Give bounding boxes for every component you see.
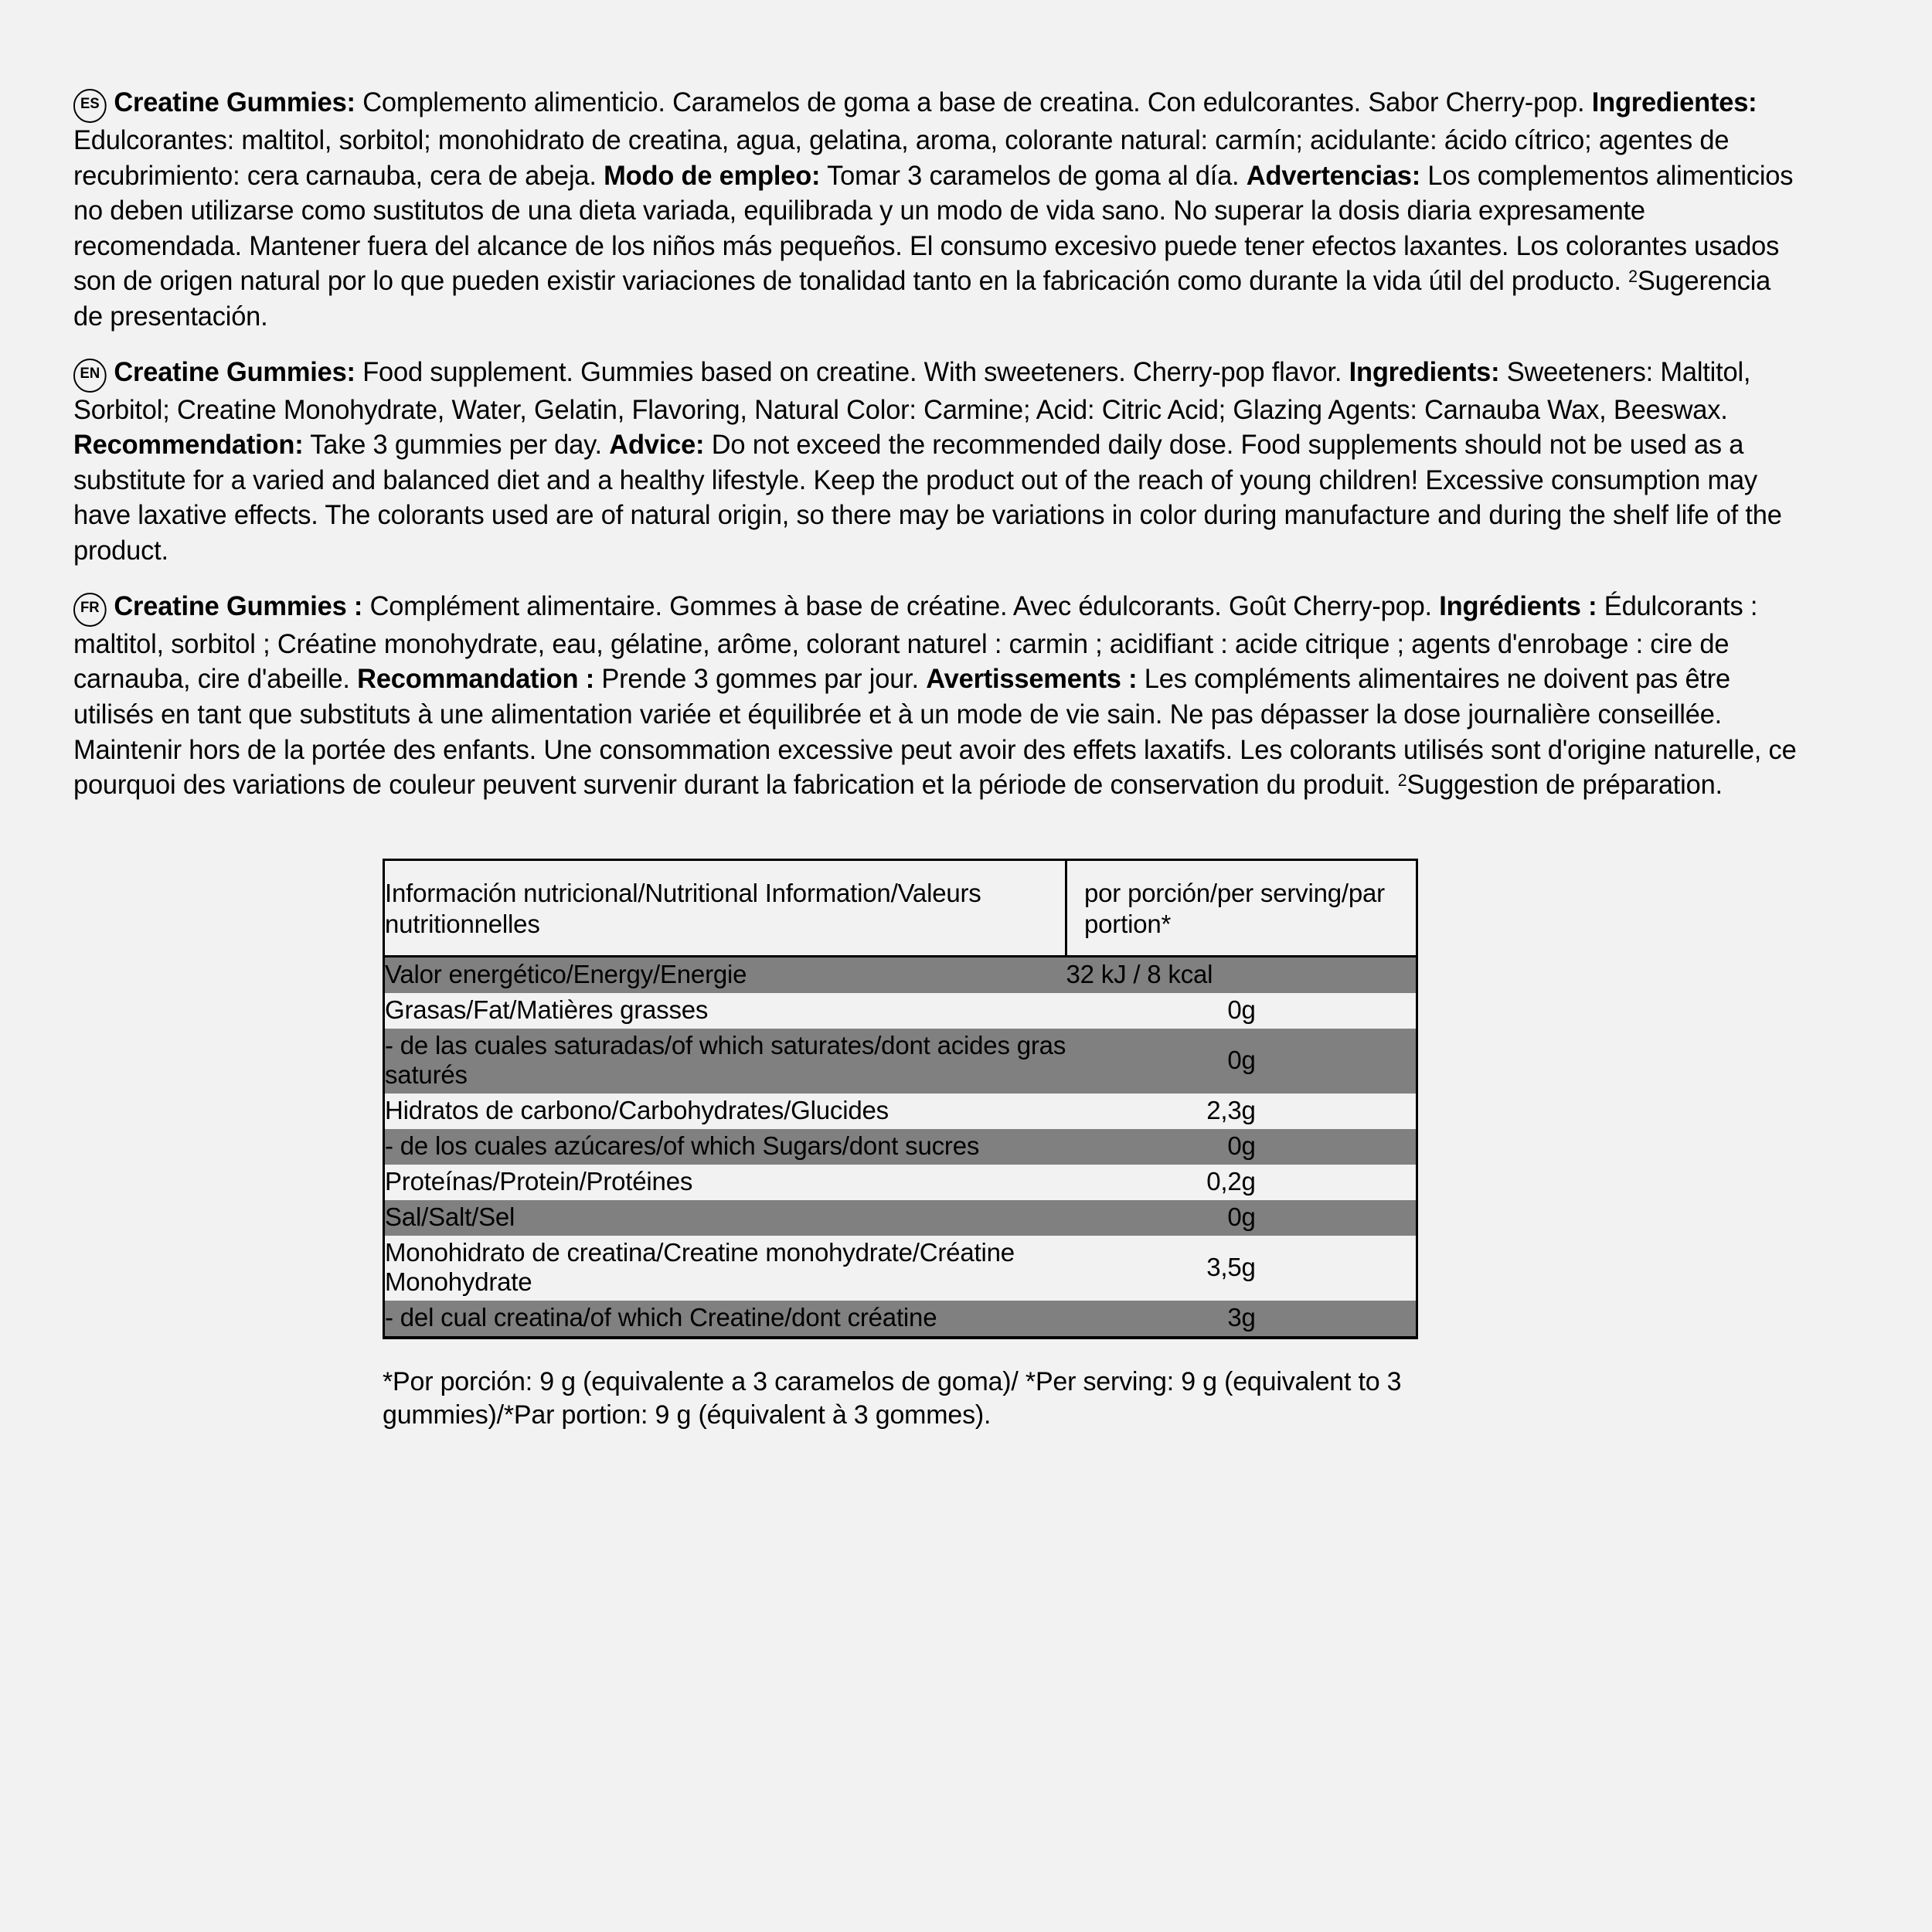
text-segment-heading: Avertissements : — [926, 663, 1138, 695]
table-row — [384, 1200, 1417, 1236]
table-header-left: Información nutricional/Nutritional Information/Valeurs nutritionnelles — [385, 878, 981, 938]
table-row — [384, 1094, 1417, 1129]
nutrient-value: 0 — [1066, 1129, 1242, 1165]
text-segment-heading: Ingrédients : — [1439, 590, 1597, 621]
text-segment: Édulcorants : maltitol, sorbitol ; Créatine monohydrate, eau, gélatine, arôme, colorant naturel : carmin ; acidifiant : acide citrique ; agents d'enrobage : cire de carnauba, cire d'abeille. — [73, 590, 1758, 695]
nutrient-value: 32 kJ / 8 kcal — [1066, 957, 1417, 994]
text-segment-heading: Advertencias: — [1246, 159, 1421, 191]
table-header-row — [384, 859, 1417, 957]
language-badge-en: EN — [73, 359, 107, 393]
text-segment-heading: Creatine Gummies: — [114, 87, 355, 117]
text-segment-heading: Ingredients: — [1349, 355, 1500, 387]
nutrient-label: Proteínas/Protein/Protéines — [384, 1165, 1066, 1200]
nutrient-label: Grasas/Fat/Matières grasses — [384, 993, 1066, 1029]
nutrient-value: 0 — [1066, 1029, 1242, 1094]
text-segment-heading: Advice: — [609, 429, 705, 461]
nutrient-unit: g — [1242, 1236, 1417, 1301]
nutrient-label: - de los cuales azúcares/of which Sugars/dont sucres — [384, 1129, 1066, 1165]
nutrient-value: 2,3 — [1066, 1094, 1242, 1129]
text-segment: Do not exceed the recommended daily dose. Food supplements should not be used as a substitute for a varied and balanced diet and a healthy lifestyle. Keep the product out of the reach of young children! Excessive consumption may have laxative effects. The colorants used are of natural origin, so there may be variations in color during manufacture and during the shelf life of the product. — [73, 429, 1782, 566]
nutrient-unit: g — [1242, 1094, 1417, 1129]
nutrient-value: 0 — [1066, 993, 1242, 1029]
text-segment: Prende 3 gommes par jour. — [594, 663, 927, 695]
table-row — [384, 957, 1417, 994]
nutrient-label: Hidratos de carbono/Carbohydrates/Glucides — [384, 1094, 1066, 1129]
nutrient-unit: g — [1242, 1200, 1417, 1236]
lang-block-fr — [73, 589, 1805, 803]
text-segment: Sugerencia de presentación. — [73, 265, 1771, 332]
text-segment-heading: Ingredientes: — [1591, 87, 1757, 117]
text-segment-heading: Creatine Gummies: — [114, 355, 355, 387]
table-header-right: por porción/per serving/par portion* — [1066, 859, 1417, 957]
footnote-marker: 2 — [1628, 267, 1638, 287]
language-badge-es: ES — [73, 89, 107, 123]
nutrient-value: 3 — [1066, 1301, 1242, 1338]
nutrient-label: - del cual creatina/of which Creatine/dont créatine — [384, 1301, 1066, 1338]
text-segment-heading: Recommandation : — [357, 663, 595, 695]
nutrient-label: Valor energético/Energy/Energie — [384, 957, 1066, 994]
text-segment: Complément alimentaire. Gommes à base de créatine. Avec édulcorants. Goût Cherry-pop. — [362, 590, 1440, 621]
text-segment: Sweeteners: Maltitol, Sorbitol; Creatine Monohydrate, Water, Gelatin, Flavoring, Natural Color: Carmine; Acid: Citric Acid; Glazing Agents: Carnauba Wax, Beeswax. — [73, 355, 1751, 425]
nutrient-unit: g — [1242, 1029, 1417, 1094]
table-row — [384, 1236, 1417, 1301]
nutrient-unit: g — [1242, 1165, 1417, 1200]
table-row — [384, 1165, 1417, 1200]
nutrient-value: 0 — [1066, 1200, 1242, 1236]
nutrient-unit: g — [1242, 993, 1417, 1029]
nutrient-label: - de las cuales saturadas/of which saturates/dont acides gras saturés — [384, 1029, 1066, 1094]
text-segment: Food supplement. Gummies based on creatine. With sweeteners. Cherry-pop flavor. — [355, 355, 1349, 387]
text-segment-heading: Modo de empleo: — [604, 159, 821, 191]
text-segment: Tomar 3 caramelos de goma al día. — [820, 159, 1247, 191]
footnote-marker: 2 — [1397, 770, 1407, 791]
text-segment-heading: Creatine Gummies : — [114, 590, 363, 621]
language-text-blocks — [73, 85, 1859, 803]
table-row — [384, 1029, 1417, 1094]
table-row — [384, 1301, 1417, 1338]
text-segment: Complemento alimenticio. Caramelos de goma a base de creatina. Con edulcorantes. Sabor Cherry-pop. — [355, 87, 1592, 117]
nutrition-table — [383, 859, 1418, 1340]
lang-block-es — [73, 85, 1805, 335]
table-row — [384, 1129, 1417, 1165]
text-segment: Les compléments alimentaires ne doivent pas être utilisés en tant que substituts à une alimentation variée et équilibrée et à un mode de vie sain. Ne pas dépasser la dose journalière conseillée. Maintenir hors de la portée des enfants. Une consommation excessive peut avoir des effets laxatifs. Les colorants utilisés sont d'origine naturelle, ce pourquoi des variations de couleur peuvent survenir durant la fabrication et la période de conservation du produit. — [73, 663, 1797, 801]
lang-block-en — [73, 355, 1805, 569]
language-badge-fr: FR — [73, 593, 107, 627]
table-row — [384, 993, 1417, 1029]
text-segment: Suggestion de préparation. — [1406, 769, 1723, 801]
text-segment: Edulcorantes: maltitol, sorbitol; monohidrato de creatina, agua, gelatina, aroma, colorante natural: carmín; acidulante: ácido cítrico; agentes de recubrimiento: cera carnauba, cera de abeja. — [73, 124, 1730, 191]
text-segment: Take 3 gummies per day. — [303, 429, 610, 461]
text-segment: Los complementos alimenticios no deben utilizarse como sustitutos de una dieta variada, equilibrada y un modo de vida sano. No superar la dosis diaria expresamente recomendada. Mantener fuera del alcance de los niños más pequeños. El consumo excesivo puede tener efectos laxantes. Los colorantes usados son de origen natural por lo que pueden existir variaciones de tonalidad tanto en la fabricación como durante la vida útil del producto. — [73, 159, 1794, 297]
nutrient-value: 0,2 — [1066, 1165, 1242, 1200]
nutrient-label: Sal/Salt/Sel — [384, 1200, 1066, 1236]
nutrient-value: 3,5 — [1066, 1236, 1242, 1301]
text-segment-heading: Recommendation: — [73, 429, 304, 461]
nutrition-table-wrapper — [383, 859, 1418, 1340]
serving-footnote: *Por porción: 9 g (equivalente a 3 caramelos de goma)/ *Per serving: 9 g (equivalent to 3 gummies)/*Par portion: 9 g (équivalent à 3 gommes). — [383, 1367, 1402, 1430]
nutrient-unit: g — [1242, 1301, 1417, 1338]
nutrient-label: Monohidrato de creatina/Creatine monohydrate/Créatine Monohydrate — [384, 1236, 1066, 1301]
nutrient-unit: g — [1242, 1129, 1417, 1165]
